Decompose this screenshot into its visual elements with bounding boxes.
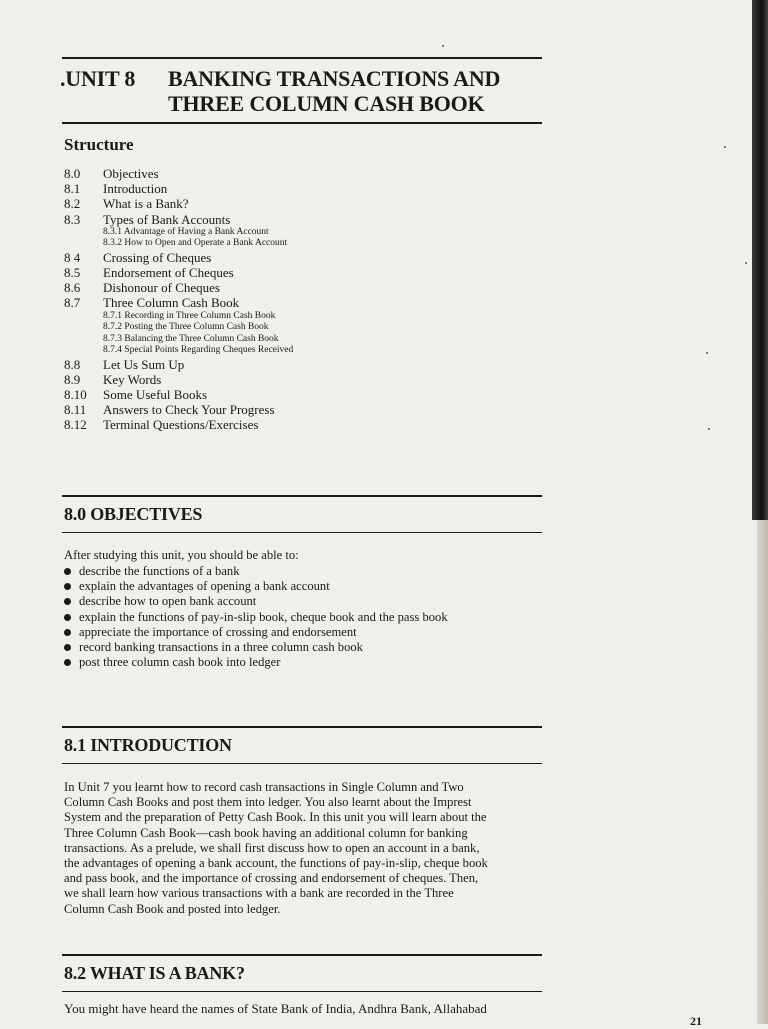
structure-subitem [64,238,504,250]
bullet-icon [64,614,71,621]
unit-title-line-1: BANKING TRANSACTIONS AND [168,66,501,91]
structure-item-text: 8.7.1 Recording in Three Column Cash Book [103,310,276,321]
structure-item [64,196,504,211]
structure-item-number: 8.5 [64,264,81,280]
introduction-paragraph [64,780,542,917]
structure-subitem [64,311,504,323]
structure-item-number: 8 4 [64,249,81,265]
bullet-icon [64,598,71,605]
structure-item [64,402,504,417]
bullet-icon [64,568,71,575]
scan-edge-shadow [752,0,768,520]
introduction-line: we shall learn how various transactions with a bank are recorded in the Three [64,886,454,901]
structure-item-text: Crossing of Cheques [103,249,212,265]
objectives-bottom-rule [62,532,542,533]
bullet-icon [64,583,71,590]
structure-item [64,387,504,402]
structure-item [64,250,504,265]
structure-subitem [64,334,504,346]
introduction-line: and pass book, and the importance of crossing and endorsement of cheques. Then, [64,871,479,886]
structure-subitem [64,345,504,357]
what-is-bank-heading: 8.2 WHAT IS A BANK? [64,963,245,983]
structure-item-text: Answers to Check Your Progress [103,402,275,418]
structure-item [64,280,504,295]
objective-text: describe how to open bank account [79,594,257,609]
structure-item [64,357,504,372]
what-is-bank-first-line: You might have heard the names of State Bank of India, Andhra Bank, Allahabad [64,1001,487,1016]
objective-text: appreciate the importance of crossing and endorsement [79,624,357,639]
structure-item-text: 8.3.2 How to Open and Operate a Bank Account [103,238,288,249]
structure-item-text: Key Words [103,371,162,387]
structure-item-text: Dishonour of Cheques [103,280,220,296]
objective-item [64,610,534,625]
structure-item-number: 8.1 [64,181,81,197]
structure-item-number: 8.6 [64,280,81,296]
structure-item-number: 8.3 [64,211,81,227]
structure-item-number: 8.7 [64,295,81,311]
structure-item-text: 8.7.2 Posting the Three Column Cash Book [103,322,269,332]
objective-item [64,579,534,594]
objective-text: post three column cash book into ledger [79,655,281,670]
scan-speck [745,262,747,264]
structure-item [64,166,504,181]
top-rule [62,57,542,59]
scan-speck [724,146,726,148]
structure-subitem [64,227,504,239]
objective-item [64,594,534,609]
objective-item [64,655,534,670]
structure-item-text: What is a Bank? [103,196,189,212]
structure-item-text: Terminal Questions/Exercises [103,417,259,433]
unit-title-line-2: THREE COLUMN CASH BOOK [168,91,485,116]
structure-heading: Structure [64,135,134,154]
structure-item-text: Introduction [103,181,168,197]
introduction-line: System and the preparation of Petty Cash Book. In this unit you will learn about the [64,810,487,825]
introduction-line: Three Column Cash Book—cash book having an additional column for banking [64,825,468,840]
structure-item-number: 8.12 [64,417,87,433]
bank-section-bottom-rule [62,991,542,992]
objectives-intro: After studying this unit, you should be able to: [64,548,299,562]
structure-item [64,212,504,227]
title-bottom-rule [62,122,542,124]
objective-text: explain the functions of pay-in-slip book, cheque book and the pass book [79,609,448,624]
scan-speck [706,352,708,354]
introduction-bottom-rule [62,763,542,764]
scan-speck [708,428,710,430]
structure-item-number: 8.11 [64,402,87,418]
structure-item [64,181,504,196]
structure-item [64,417,504,432]
bullet-icon [64,629,71,636]
bank-section-top-rule [62,954,542,956]
bullet-icon [64,659,71,666]
structure-item-text: Some Useful Books [103,386,207,402]
objectives-heading: 8.0 OBJECTIVES [64,504,203,524]
structure-item-text: Three Column Cash Book [103,295,240,311]
scan-edge-margin [757,520,768,1024]
page-number: 21 [690,1014,702,1028]
objective-text: describe the functions of a bank [79,564,240,578]
structure-item-text: 8.7.4 Special Points Regarding Cheques Received [103,345,294,355]
scan-speck [442,45,444,47]
introduction-top-rule [62,726,542,728]
introduction-line: Column Cash Book and posted into ledger. [64,901,281,916]
structure-subitem [64,322,504,334]
structure-item [64,265,504,280]
structure-list [64,166,504,432]
structure-item-number: 8.9 [64,371,81,387]
objective-text: record banking transactions in a three column cash book [79,639,363,654]
structure-item-number: 8.2 [64,196,81,212]
structure-item-number: 8.10 [64,386,87,402]
objective-text: explain the advantages of opening a bank account [79,579,330,594]
objective-item [64,640,534,655]
structure-item-number: 8.8 [64,356,81,372]
structure-item-number: 8.0 [64,166,81,181]
introduction-line: In Unit 7 you learnt how to record cash transactions in Single Column and Two [64,780,464,794]
structure-item-text: Endorsement of Cheques [103,264,234,280]
bullet-icon [64,644,71,651]
unit-number: .UNIT 8 [60,66,136,91]
introduction-line: Column Cash Books and post them into ledger. You also learnt about the Imprest [64,795,472,810]
structure-item [64,372,504,387]
objective-item [64,625,534,640]
introduction-line: transactions. As a prelude, we shall first discuss how to open an account in a bank, [64,840,480,855]
objective-item [64,564,534,579]
structure-item-text: 8.7.3 Balancing the Three Column Cash Book [103,333,279,344]
structure-item-text: Types of Bank Accounts [103,211,231,227]
introduction-heading: 8.1 INTRODUCTION [64,735,232,755]
objectives-top-rule [62,495,542,497]
structure-item-text: Objectives [103,166,159,181]
structure-item-text: 8.3.1 Advantage of Having a Bank Account [103,226,269,237]
objectives-list [64,564,534,670]
structure-item-text: Let Us Sum Up [103,356,185,372]
introduction-line: the advantages of opening a bank account, the functions of pay-in-slip, cheque book [64,855,488,870]
structure-item [64,295,504,310]
